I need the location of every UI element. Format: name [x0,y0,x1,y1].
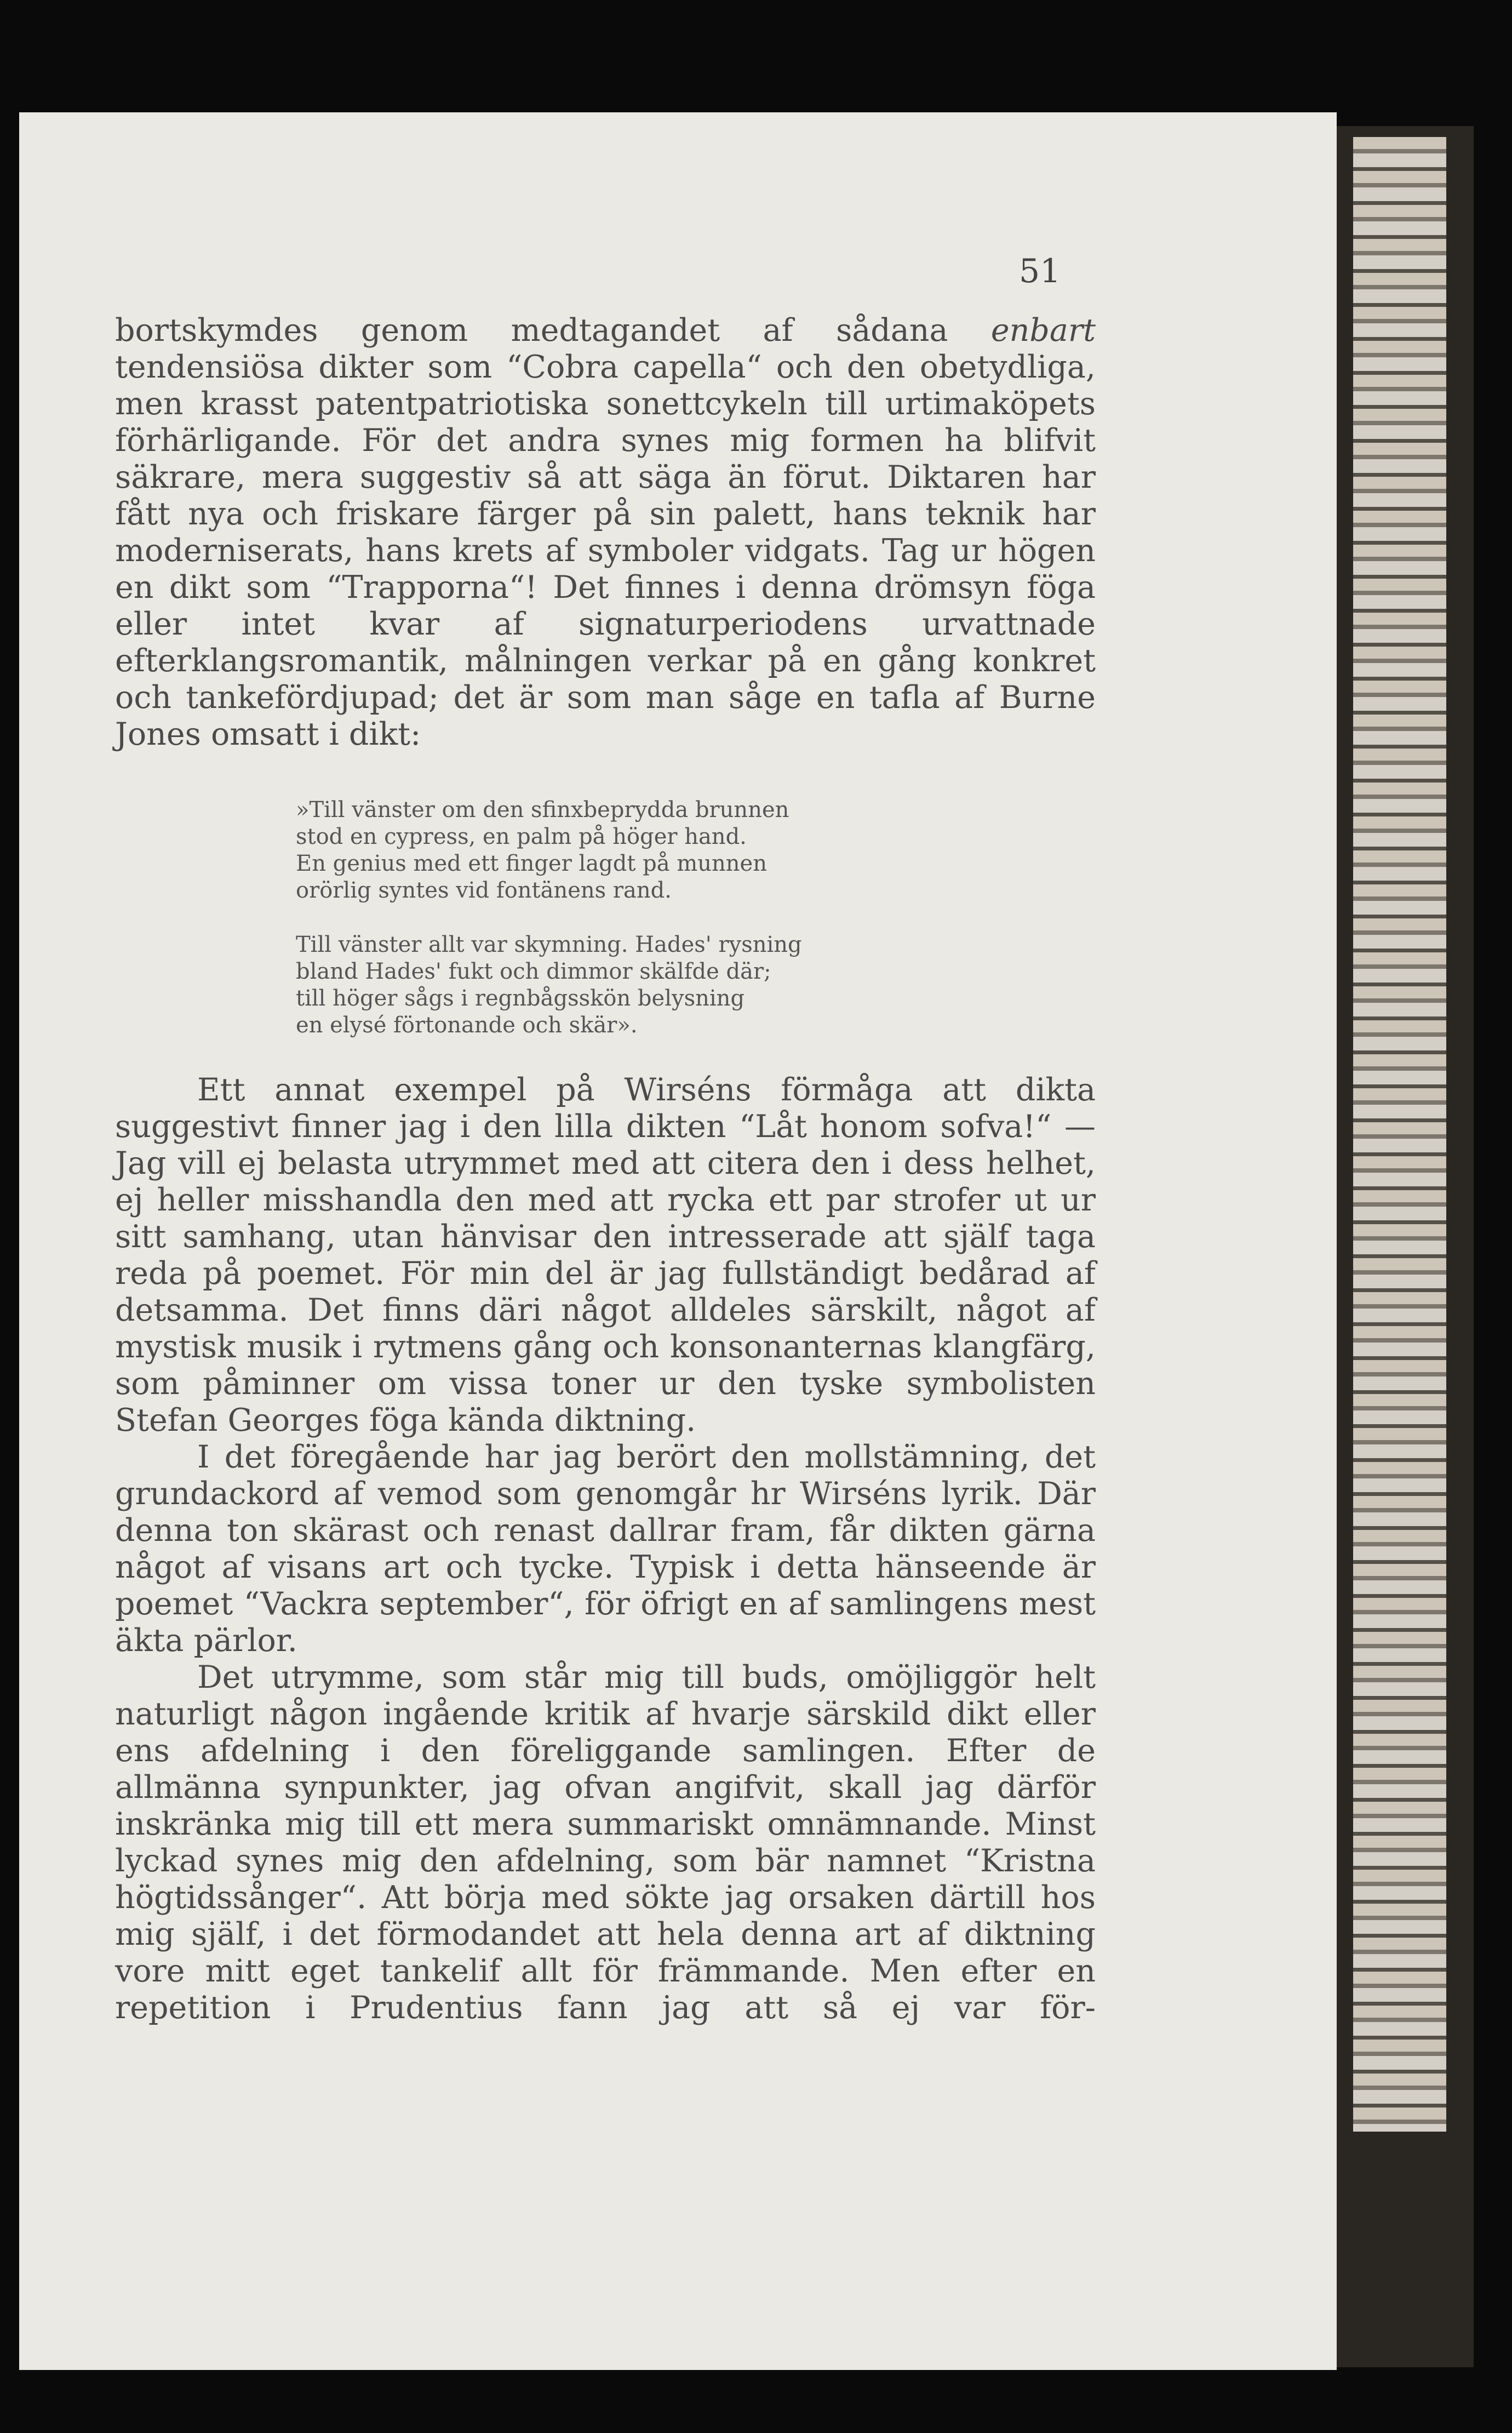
poem-line: orörlig syntes vid fontänens rand. [296,878,672,903]
poem-line: Till vänster allt var skymning. Hades' rysning [296,932,802,957]
poem-line: bland Hades' fukt och dimmor skälfde där; [296,959,771,984]
poem-line: »Till vänster om den sfinxbeprydda brunnen [296,797,789,823]
poem-line: en elysé förtonande och skär». [296,1013,638,1038]
poem-line: En genius med ett finger lagdt på munnen [296,851,767,876]
poem-line: stod en cypress, en palm på höger hand. [296,824,747,849]
paragraph-3: I det föregående har jag berört den mollstämning, det grundackord af vemod som genomgår hr Wirséns lyrik. Där denna ton skärast och renast dallrar fram, får dikten gärna något af visans art och tycke. Typisk i detta hänseende är poemet “Vackra september“, för öfrigt en af samlingens mest äkta pärlor. [115,1439,1096,1659]
paragraph-1: bortskymdes genom medtagandet af sådana enbart tendensiösa dikter som “Cobra capella“ och den obetydliga, men krasst patentpatriotiska sonettcykeln till urtimaköpets förhärligande. För det andra synes mig formen ha blifvit säkrare, mera suggestiv så att säga än förut. Diktaren har fått nya och friskare färger på sin palett, hans teknik har moderniserats, hans krets af symboler vidgats. Tag ur högen en dikt som “Trapporna“! Det finnes i denna drömsyn föga eller intet kvar af signaturperiodens urvattnade efterklangsromantik, målningen verkar på en gång konkret och tankefördjupad; det är som man såge en tafla af Burne Jones omsatt i dikt: [115,312,1096,752]
emphasis-word: enbart [990,312,1096,349]
paragraph-4: Det utrymme, som står mig till buds, omöjliggör helt naturligt någon ingående kritik af hvarje särskild dikt eller ens afdelning i den föreliggande samlingen. Efter de allmänna synpunkter, jag ofvan angifvit, skall jag därför inskränka mig till ett mera summariskt omnämnande. Minst lyckad synes mig den afdelning, som bär namnet “Kristna högtidssånger“. Att börja med sökte jag orsaken därtill hos mig själf, i det förmodandet att hela denna art af diktning vore mitt eget tankelif allt för främmande. Men efter en repetition i Prudentius fann jag att så ej var för- [115,1659,1096,2026]
poem-stanza-2 [296,932,953,1039]
poem-quote [296,797,953,1039]
paragraph-2: Ett annat exempel på Wirséns förmåga att dikta suggestivt finner jag i den lilla dikten “Låt honom sofva!“ — Jag vill ej belasta utrymmet med att citera den i dess helhet, ej heller misshandla den med att rycka ett par strofer ut ur sitt samhang, utan hänvisar den intresserade att själf taga reda på poemet. För min del är jag fullständigt bedårad af detsamma. Det finns däri något alldeles särskilt, något af mystisk musik i rytmens gång och konsonanternas klangfärg, som påminner om vissa toner ur den tyske symbolisten Stefan Georges föga kända diktning. [115,1072,1096,1438]
poem-line: till höger sågs i regnbågsskön belysning [296,986,745,1011]
page-number: 51 [1019,252,1061,290]
poem-stanza-1 [296,797,953,904]
body-text [115,312,1096,2026]
page-edges [1353,137,1446,2132]
